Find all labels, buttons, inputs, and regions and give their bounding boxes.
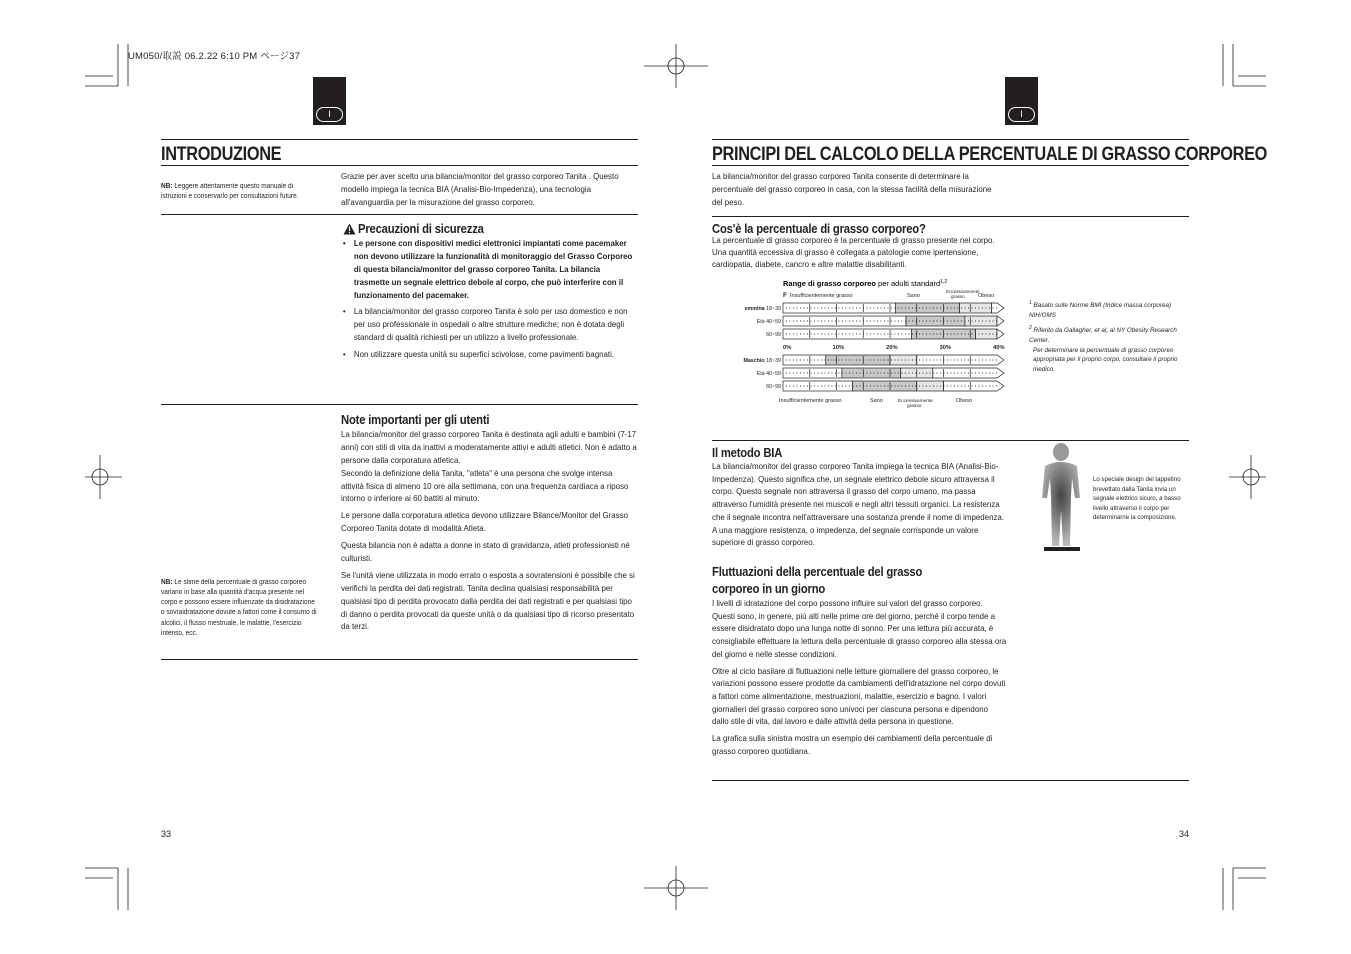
chart-title: Range di grasso corporeo per adulti standard$^{1,2}$ [783,279,948,288]
nb-note [161,578,317,639]
divider [161,214,638,215]
chart-notes [1029,300,1179,374]
chart-legend-label: Eccessivamente [898,399,933,404]
chart-bar-segment [997,316,1004,326]
nb-label: NB: [161,579,173,586]
safety-section [343,221,643,237]
section-paragraph: La grafica sulla sinistra mostra un esempio dei cambiamenti della percentuale di grasso corporeo quotidiana. [712,733,993,756]
divider [712,780,1189,781]
divider [712,165,1189,166]
chart-bar-segment [783,368,842,378]
chart-bar-segment [997,329,1004,339]
page-title: PRINCIPI DEL CALCOLO DELLA PERCENTUALE DI GRASSO CORPOREO [712,144,1268,165]
notes-text [341,428,637,637]
divider [161,404,638,405]
chart-bar-segment [965,316,997,326]
intro-text: La bilancia/monitor del grasso corporeo Tanita consente di determinare la percentuale del grasso corporeo in casa, con la stessa facilità della misurazione del peso. [712,171,992,207]
chart-legend-label: Sano [870,398,883,404]
safety-bullet: • La bilancia/monitor del grasso corporeo Tanita è solo per uso domestico e non per uso professionale in ospedali o altre strutture mediche; non è dotata degli standard di qualità richiesti per un utilizzo a livello professionale. [341,305,635,344]
divider [712,440,1189,441]
chart-row-label: Età 40~59 [756,319,781,325]
notes-paragraph: Se l'unità viene utilizzata in modo errato o esposta a sovratensioni è possibile che si verifichi la perdita dei dati registrati. Tanita declina qualsiasi responsabilità per qualsiasi tipo di perdita provocato dalla perdita dei dati registrati e per qualsiasi tipo di danno o perdita provocati da queste unità o da qualsiasi tipo di ricorso presentato da terzi. [341,569,635,632]
body-fat-range-chart [735,276,1020,412]
section-paragraph: Oltre al ciclo basilare di fluttuazioni nelle letture giornaliere del grasso corporeo, le variazioni possono essere prodotte da cambiamenti dell'idratazione nel corpo dovuti a fattori come alimentazione, mestruazioni, malattie, esercizio e bagno. I valori giornalieri del grasso corporeo sono univoci per ciascuna persona e dipendono dallo stile di vita, dal lavoro e dalle attività della persona in questione. [712,665,1006,727]
chart-note: $^2$ Riferito da Gallagher, et al, al NY Obesity Research Center. [1029,324,1177,344]
chart-svg [735,276,1020,412]
chart-bar-segment [992,303,1004,313]
figure-caption: Lo speciale design del tappetino brevettato dalla Tanita invia un segnale elettrico sicuro, a basso livello attraverso il corpo per determinarne la composizione. [1093,476,1181,522]
language-tab [313,77,346,125]
chart-bar-segment [906,316,965,326]
page-title: INTRODUZIONE [161,144,282,165]
divider [712,216,1189,217]
chart-axis-tick-label: 20% [886,345,898,351]
nb-note [161,182,317,202]
notes-paragraph: La bilancia/monitor del grasso corporeo Tanita è destinata agli adulti e bambini (7-17 anni) con stili di vita da inattivi a moderatamente attivi e adulti atletici. Non è adatto a persone dalla corporatura atletica. [341,429,637,465]
chart-bar-segment [895,303,959,313]
notes-paragraph: Questa bilancia non è adatta a donne in stato di gravidanza, atleti professionisti né culturisti. [341,540,630,564]
divider [161,139,638,140]
chart-note: $^1$ Basato sulle Norme BMI (Indice massa corporea) NIH/OMS [1029,300,1172,319]
section-text: La bilancia/monitor del grasso corporeo Tanita impiega la tecnica BIA (Analisi-Bio-Impedenza). Questo significa che, un segnale elettrico debole sicuro attraversa il corpo. Questo segnale non attraversa il grasso del corpo umano, ma passa attraverso l'umidità presente nei muscoli e negli altri tessuti organici. La resistenza che il segnale incontra nell'attraversare una sostanza prende il nome di impedenza. A una maggiore resistenza, o impedenza, del segnale corrisponde un valore superiore di grasso corporeo. [712,461,1005,548]
page-number: 33 [161,829,172,839]
chart-legend-label: grasso [951,294,965,299]
notes-paragraph: Le persone dalla corporatura atletica devono utilizzare Bilance/Monitor del Grasso Corporeo Tanita dotate di modalità Atleta. [341,510,628,534]
chart-row-label: Età 40~59 [756,371,781,377]
chart-axis-tick-label: 30% [939,345,952,351]
divider [712,139,1189,140]
chart-bar-segment [783,329,911,339]
chart-legend-label: Eccessivamente [946,289,980,294]
intro-text: Grazie per aver scelto una bilancia/monitor del grasso corporeo Tanita . Questo modello impiega la tecnica BIA (Analisi-Bio-Impedenza), una tecnologia all'avanguardia per la misurazione del grasso corporeo. [341,171,619,207]
chart-legend-label: Obeso [978,293,995,299]
chart-bar-segment [944,381,1005,391]
chart-legend-label: Sano [907,293,920,299]
chart-row-label: emmina 18~39 [744,306,781,312]
chart-note: Per determinare la percentuale di grasso corporeo appropriata per il proprio corpo, consultare il proprio medico. [1033,346,1178,373]
language-tab-label: I [316,107,343,122]
page-number: 34 [1179,829,1190,839]
body-silhouette-image [1034,440,1088,553]
notes-paragraph: Secondo la definizione della Tanita, "atleta" è una persona che svolge intensa attività fisica di almeno 10 ore alla settimana, con una frequenza cardiaca a riposo intorno o inferiore ai 60 battiti al minuto. [341,467,629,504]
chart-axis-tick-label: 0% [783,345,792,351]
notes-title: Note importanti per gli utenti [341,413,490,427]
nb-text: Le stime della percentuale di grasso corporeo variano in base alla quantità d'acqua presente nel corpo e possono essere influenzate da disidratazione o sovraidratazione dovute a fattori come il consumo di alcolici, il flusso mestruale, le malattie, l'esercizio intenso, ecc. [161,579,317,637]
chart-axis-tick-label: 40% [993,345,1005,351]
safety-bullet: • Le persone con dispositivi medici elettronici impiantati come pacemaker non devono utilizzare la funzionalità di monitoraggio del Grasso Corporeo di questa bilancia/monitor del grasso corporeo Tanita. La bilancia trasmette un segnale elettrico debole al corpo, che può interferire con il funzionamento del pacemaker. [341,237,635,301]
section-text [712,597,1006,762]
chart-legend-label: F [783,292,787,299]
print-header: UM050/取説 06.2.22 6:10 PM ページ37 [128,51,301,62]
safety-bullet: • Non utilizzare questa unità su superfici scivolose, come pavimenti bagnati. [341,348,635,361]
nb-label: NB: [161,183,173,190]
chart-axis-tick-label: 10% [832,345,845,351]
language-tab [1005,77,1038,125]
divider [161,659,638,660]
safety-list [341,237,635,365]
chart-row-label: Maschio 18~39 [743,358,781,364]
chart-legend-label: Insufficientemente grasso [790,293,853,299]
chart-bar-segment [783,355,826,365]
section-title: Il metodo BIA [712,446,783,460]
section-paragraph: I livelli di idratazione del corpo possono influire sui valori del grasso corporeo. Questi sono, in genere, più alti nelle prime ore del giorno, perché il corpo tende a essere disidratato dopo una lunga notte di sonno. Per una lettura più accurata, è consigliabile effettuare la lettura della percentuale di grasso corporeo alla stessa ora del giorno e nelle stesse condizioni. [712,598,1007,659]
chart-legend-label: grasso [907,404,922,409]
chart-legend-label: Obeso [956,398,973,404]
chart-legend-label: Insufficientemente grasso [779,398,842,404]
warning-icon [343,223,356,235]
chart-row-label: 60~99 [766,332,781,338]
chart-row-label: 60~99 [766,384,781,390]
section-title: Fluttuazioni della percentuale del grasso corporeo in un giorno [712,565,923,596]
safety-title: Precauzioni di sicurezza [358,222,484,236]
language-tab-label: I [1008,107,1035,122]
divider [161,165,638,166]
nb-text: Leggere attentamente questo manuale di istruzioni e conservarlo per consultazioni future. [161,183,299,201]
section-text: La percentuale di grasso corporeo è la percentuale di grasso presente nel corpo. Una quantità eccessiva di grasso è collegata a patologie come ipertensione, cardiopatia, diabete, cancro e altre malattie disabilitanti. [712,235,995,269]
section-title: Cos'è la percentuale di grasso corporeo? [712,222,926,236]
